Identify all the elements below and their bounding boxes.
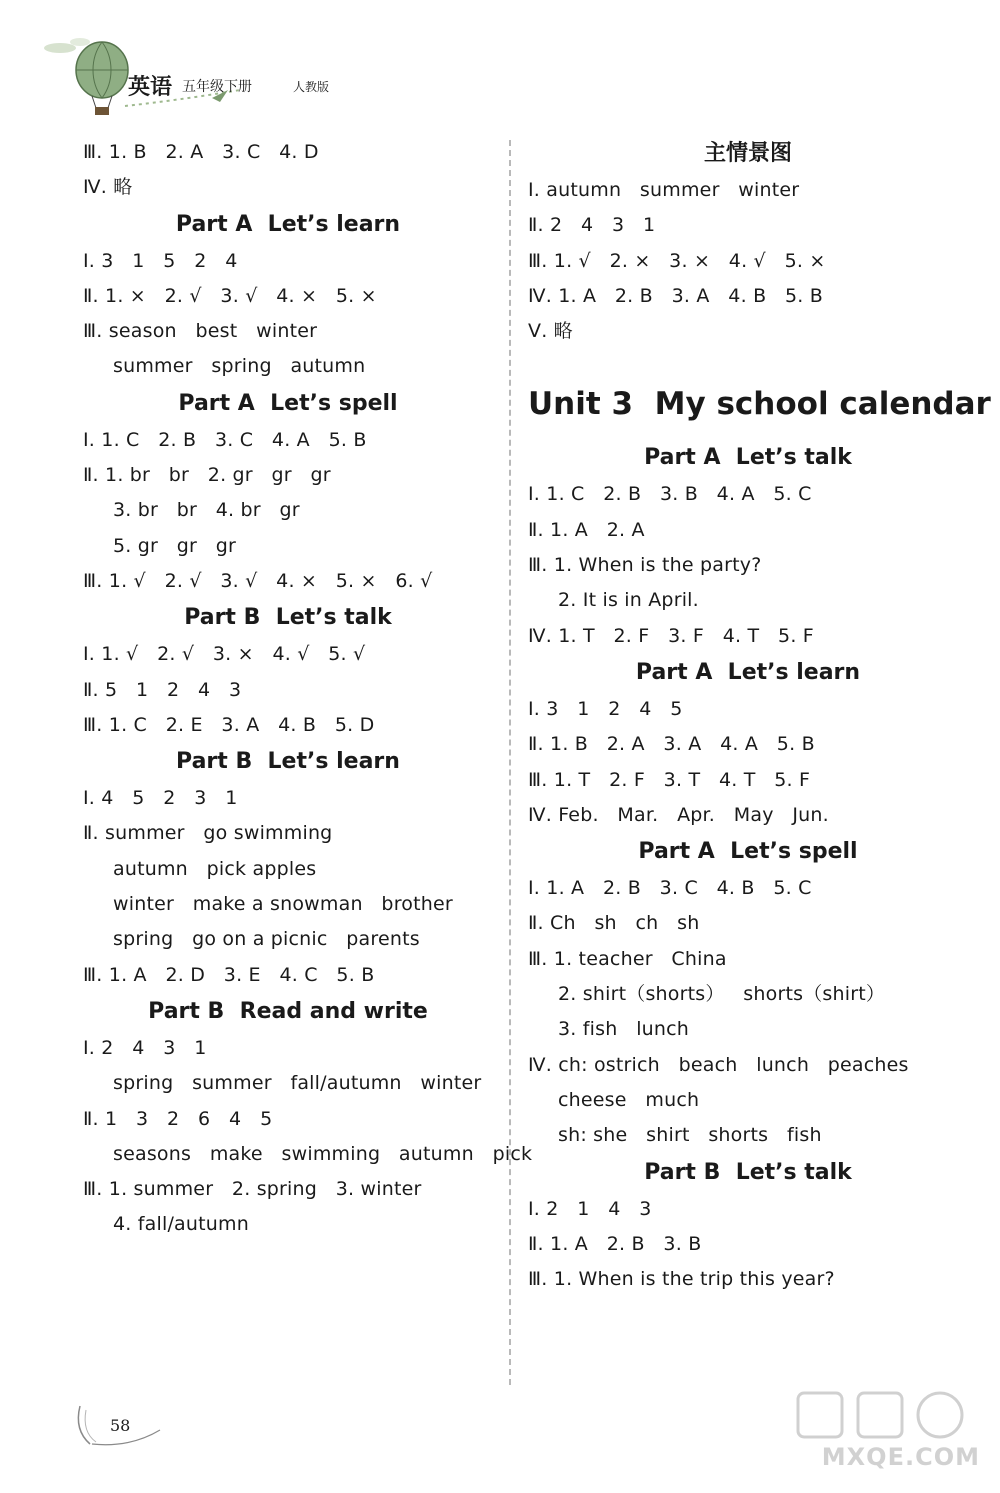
watermark-logo-icon — [790, 1385, 980, 1445]
answer-line: Ⅲ. 1. C 2. E 3. A 4. B 5. D — [83, 713, 375, 736]
answer-line: Ⅲ. 1. When is the trip this year? — [528, 1268, 835, 1291]
answer-line: sh: she shirt shorts fish — [558, 1124, 822, 1147]
answer-line: Ⅲ. 1. teacher China — [528, 947, 727, 970]
section-heading: Part B Let’s talk — [644, 1159, 852, 1185]
answer-line: seasons make swimming autumn pick — [113, 1142, 533, 1165]
unit-title: Unit 3 My school calendar — [528, 386, 991, 423]
answer-line: spring go on a picnic parents — [113, 928, 420, 951]
answer-line: Ⅲ. 1. summer 2. spring 3. winter — [83, 1178, 422, 1201]
answer-line: Ⅳ. 1. T 2. F 3. F 4. T 5. F — [528, 624, 814, 647]
grade-label: 五年级下册 — [182, 79, 252, 95]
answer-line: autumn pick apples — [113, 857, 317, 880]
answer-line: 3. br br 4. br gr — [113, 499, 300, 522]
answer-line: Ⅳ. 1. A 2. B 3. A 4. B 5. B — [528, 284, 824, 307]
answer-line: Ⅰ. 1. C 2. B 3. B 4. A 5. C — [528, 483, 812, 506]
answer-line: Ⅲ. 1. T 2. F 3. T 4. T 5. F — [528, 768, 811, 791]
answer-line: Ⅱ. 5 1 2 4 3 — [83, 678, 242, 701]
answer-line: Ⅳ. 略 — [83, 176, 133, 199]
answer-line: summer spring autumn — [113, 355, 366, 378]
right-answer-column — [528, 135, 991, 1297]
answer-line: Ⅰ. 3 1 5 2 4 — [83, 249, 238, 272]
section-heading: 主情景图 — [703, 141, 792, 166]
answer-line: Ⅲ. 1. √ 2. √ 3. √ 4. × 5. × 6. √ — [83, 569, 433, 592]
subject-title: 英语 — [128, 74, 173, 100]
section-heading: Part A Let’s spell — [638, 839, 858, 865]
answer-line: winter make a snowman brother — [113, 893, 453, 916]
answer-line: Ⅱ. summer go swimming — [83, 822, 333, 845]
answer-line: Ⅱ. 1. × 2. √ 3. √ 4. × 5. × — [83, 284, 377, 307]
answer-line: Ⅱ. 1 3 2 6 4 5 — [83, 1107, 273, 1130]
answer-line: Ⅰ. 3 1 2 4 5 — [528, 697, 683, 720]
answer-line: Ⅲ. 1. B 2. A 3. C 4. D — [83, 141, 319, 163]
answer-line: Ⅰ. 1. A 2. B 3. C 4. B 5. C — [528, 877, 812, 900]
answer-line: 4. fall/autumn — [113, 1213, 249, 1236]
answer-line: Ⅱ. 1. A 2. B 3. B — [528, 1232, 702, 1255]
answer-line: 2. It is in April. — [558, 589, 699, 612]
answer-line: Ⅰ. autumn summer winter — [528, 179, 800, 201]
answer-line: Ⅰ. 1. √ 2. √ 3. × 4. √ 5. √ — [83, 643, 366, 666]
answer-line: Ⅱ. 2 4 3 1 — [528, 214, 656, 237]
answer-line: Ⅲ. 1. √ 2. × 3. × 4. √ 5. × — [528, 249, 826, 272]
answer-line: Ⅲ. season best winter — [83, 320, 318, 343]
answer-line: Ⅲ. 1. When is the party? — [528, 554, 762, 577]
column-divider — [509, 140, 511, 1385]
section-heading: Part A Let’s talk — [644, 445, 852, 471]
answer-line: 2. shirt（shorts） shorts（shirt） — [558, 983, 886, 1006]
watermark — [790, 1385, 980, 1480]
page-header — [40, 28, 360, 118]
answer-line: Ⅱ. 1. B 2. A 3. A 4. A 5. B — [528, 733, 815, 756]
section-heading: Part B Let’s talk — [184, 605, 392, 631]
answer-line: Ⅰ. 2 4 3 1 — [83, 1036, 207, 1059]
answer-line: Ⅱ. Ch sh ch sh — [528, 912, 700, 935]
answer-line: 3. fish lunch — [558, 1018, 690, 1041]
page-footer — [70, 1400, 170, 1450]
answer-line: 5. gr gr gr — [113, 534, 237, 557]
answer-line: Ⅰ. 4 5 2 3 1 — [83, 787, 238, 810]
answer-line: Ⅲ. 1. A 2. D 3. E 4. C 5. B — [83, 963, 375, 986]
section-heading: Part B Read and write — [148, 998, 428, 1024]
hot-air-balloon-icon — [40, 28, 360, 118]
left-answer-column — [83, 135, 533, 1243]
watermark-site: MXQE.COM — [821, 1443, 980, 1471]
page-number: 58 — [110, 1416, 131, 1435]
section-heading: Part A Let’s learn — [635, 659, 861, 685]
answer-line: Ⅱ. 1. A 2. A — [528, 518, 645, 541]
answer-line: Ⅰ. 1. C 2. B 3. C 4. A 5. B — [83, 428, 367, 451]
section-heading: Part A Let’s spell — [178, 390, 398, 416]
section-heading: Part B Let’s learn — [176, 749, 400, 775]
answer-line: Ⅳ. Feb. Mar. Apr. May Jun. — [528, 803, 829, 826]
answer-line: Ⅰ. 2 1 4 3 — [528, 1197, 652, 1220]
answer-line: spring summer fall/autumn winter — [113, 1072, 482, 1095]
answer-line: cheese much — [558, 1088, 700, 1111]
answer-line: Ⅴ. 略 — [528, 320, 573, 343]
answer-line: Ⅱ. 1. br br 2. gr gr gr — [83, 464, 331, 487]
answer-line: Ⅳ. ch: ostrich beach lunch peaches — [528, 1053, 909, 1076]
section-heading: Part A Let’s learn — [175, 211, 401, 237]
edition-label: 人教版 — [293, 80, 330, 94]
